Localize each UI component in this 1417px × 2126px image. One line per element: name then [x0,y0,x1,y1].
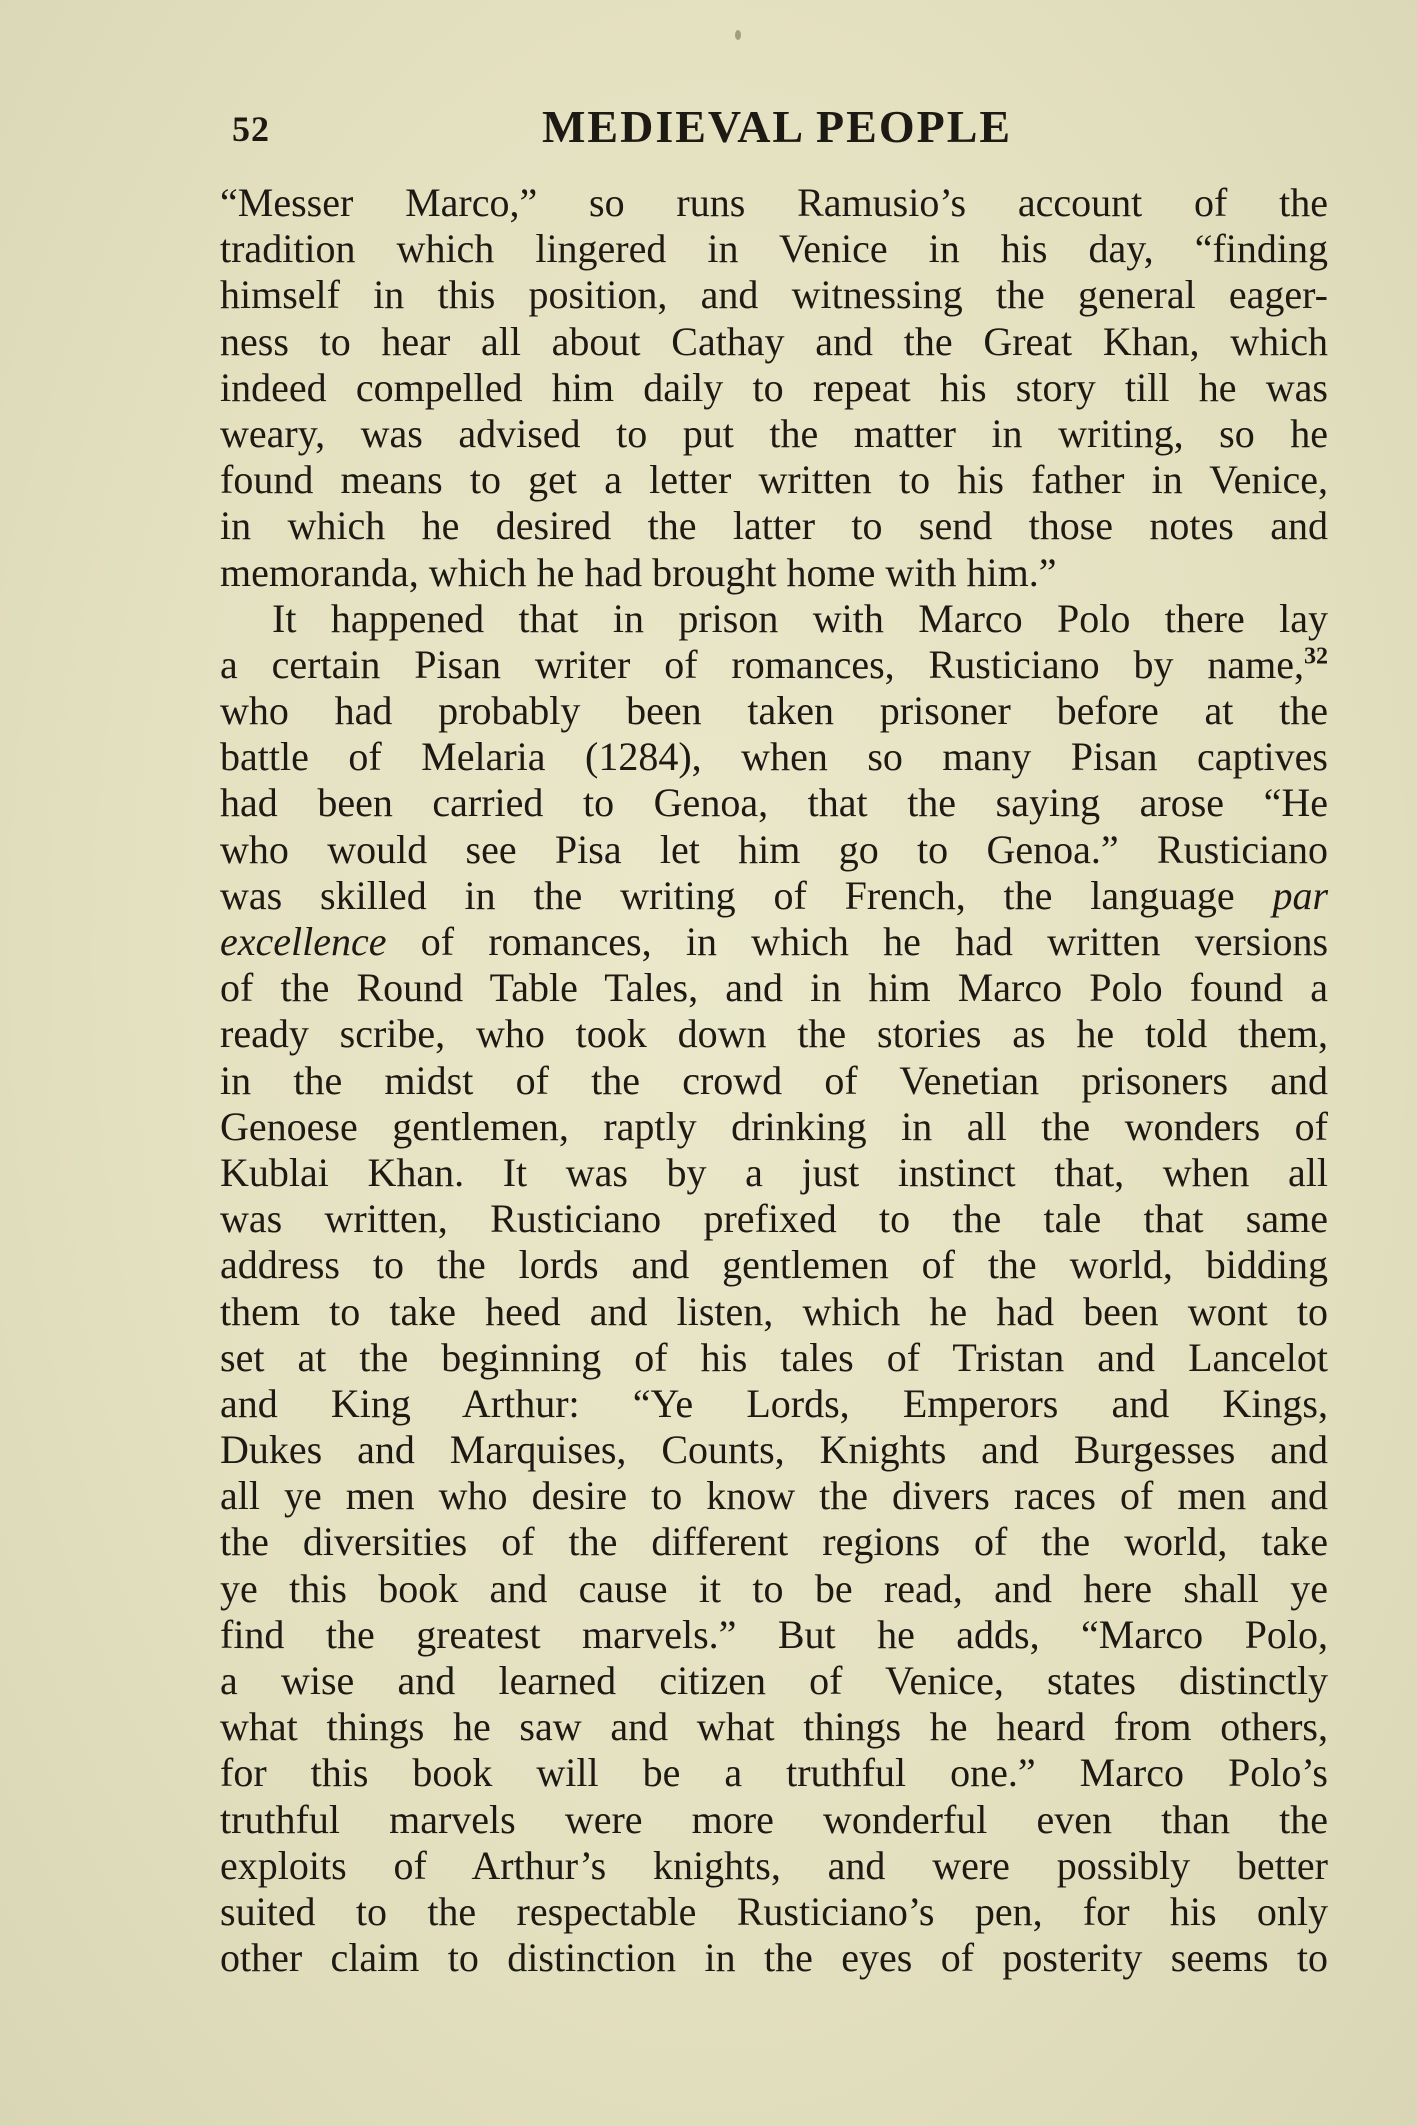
text-line: battle of Melaria (1284), when so many Pisan captives [220,734,1328,780]
text-line: in the midst of the crowd of Venetian prisoners and [220,1057,1328,1103]
page-number: 52 [232,109,270,149]
text-line: set at the beginning of his tales of Tristan and Lancelot [220,1334,1328,1380]
line-text: was skilled in the writing of French, the language [220,872,1235,918]
text-line: of the Round Table Tales, and in him Marco Polo found a [220,965,1328,1011]
italic-phrase: par [1272,872,1329,918]
text-line-with-italic [220,873,1328,919]
footnote-reference[interactable]: 32 [1304,643,1328,670]
line-text: of romances, in which he had written versions [420,919,1329,964]
text-line: himself in this position, and witnessing the general eager- [220,272,1328,318]
text-line: indeed compelled him daily to repeat his story till he was [220,364,1328,410]
text-line: what things he saw and what things he heard from others, [220,1704,1328,1750]
text-line: a wise and learned citizen of Venice, states distinctly [220,1658,1328,1703]
text-line: “Messer Marco,” so runs Ramusio’s account of the [220,180,1328,225]
text-line: who had probably been taken prisoner before at the [220,688,1328,734]
text-line: It happened that in prison with Marco Polo there lay [272,595,1328,641]
text-line: ness to hear all about Cathay and the Great Khan, which [220,318,1328,364]
text-line: other claim to distinction in the eyes of posterity seems to [220,1935,1328,1981]
text-line: was written, Rusticiano prefixed to the tale that same [220,1196,1328,1242]
paper-speck [735,30,741,40]
text-line: them to take heed and listen, which he had been wont to [220,1288,1328,1334]
text-line: had been carried to Genoa, that the saying arose “He [220,780,1328,826]
text-line-with-italic [220,919,1328,965]
text-line: who would see Pisa let him go to Genoa.” Rusticiano [220,826,1328,872]
text-line: truthful marvels were more wonderful even than the [220,1796,1328,1842]
running-head: MEDIEVAL PEOPLE [542,101,1013,152]
text-line: Kublai Khan. It was by a just instinct that, when all [220,1149,1328,1195]
text-line: memoranda, which he had brought home with him.” [220,549,1057,595]
body-text [220,180,1328,1981]
text-line-with-footnote [220,642,1328,688]
text-line: found means to get a letter written to his father in Venice, [220,457,1328,503]
text-line: in which he desired the latter to send those notes and [220,503,1328,549]
text-line: exploits of Arthur’s knights, and were possibly better [220,1842,1328,1888]
text-line: the diversities of the different regions of the world, take [220,1519,1328,1565]
line-text: a certain Pisan writer of romances, Rusticiano by name, [220,641,1304,687]
page-header [232,100,1314,160]
text-line: Genoese gentlemen, raptly drinking in all the wonders of [220,1103,1328,1149]
text-line: for this book will be a truthful one.” Marco Polo’s [220,1750,1328,1796]
text-line: suited to the respectable Rusticiano’s pen, for his only [220,1888,1328,1934]
text-line: ye this book and cause it to be read, and here shall ye [220,1565,1328,1611]
text-line: ready scribe, who took down the stories as he told them, [220,1011,1328,1057]
text-line: all ye men who desire to know the divers races of men and [220,1473,1328,1519]
italic-phrase: excellence [220,919,387,964]
text-line: tradition which lingered in Venice in his day, “finding [220,226,1328,272]
text-line: weary, was advised to put the matter in writing, so he [220,410,1328,456]
text-line: Dukes and Marquises, Counts, Knights and Burgesses and [220,1427,1328,1473]
text-line: address to the lords and gentlemen of the world, bidding [220,1242,1328,1288]
text-line: and King Arthur: “Ye Lords, Emperors and Kings, [220,1380,1328,1426]
text-line: find the greatest marvels.” But he adds, “Marco Polo, [220,1611,1328,1657]
